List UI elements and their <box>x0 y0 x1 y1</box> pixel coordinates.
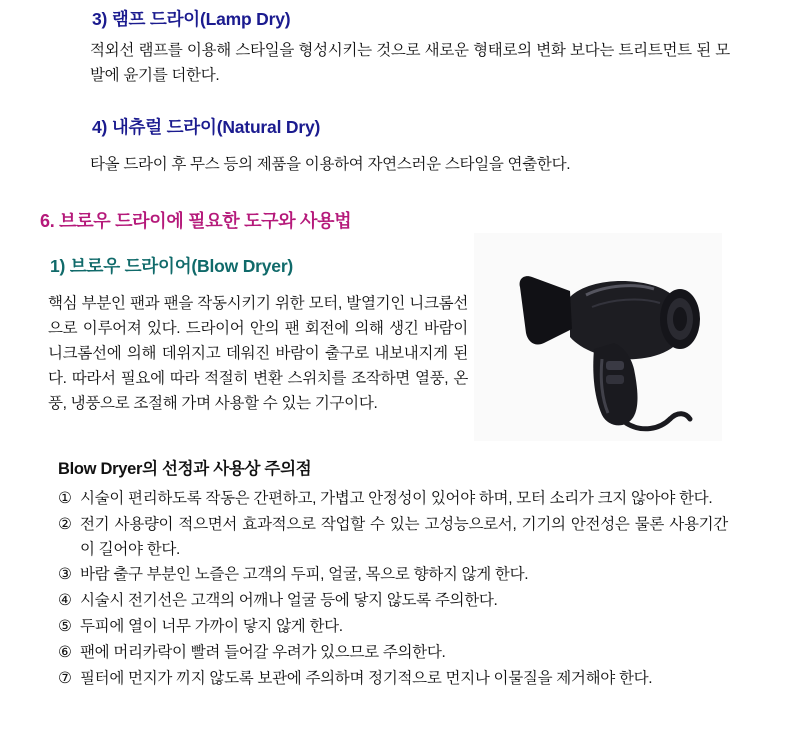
paragraph-blow-dryer <box>48 291 468 417</box>
section-heading-tools-text: 6. 브로우 드라이에 필요한 도구와 사용법 <box>40 211 352 231</box>
list-item <box>58 667 728 692</box>
list-item-text: 전기 사용량이 적으면서 효과적으로 작업할 수 있는 고성능으로서, 기기의 안전성은 물론 사용기간이 길어야 한다. <box>80 515 728 558</box>
list-item-marker: ⑤ <box>58 617 72 635</box>
heading-natural-dry-text: 4) 내츄럴 드라이(Natural Dry) <box>92 117 321 137</box>
list-item-text: 두피에 열이 너무 가까이 닿지 않게 한다. <box>80 617 343 635</box>
list-item-text: 시술시 전기선은 고객의 어깨나 얼굴 등에 닿지 않도록 주의한다. <box>80 592 498 610</box>
list-item-marker: ⑥ <box>58 643 72 661</box>
section-heading-tools <box>40 207 351 233</box>
heading-lamp-dry <box>92 6 290 31</box>
list-item-marker: ① <box>58 490 72 507</box>
heading-natural-dry <box>92 114 320 139</box>
paragraph-blow-dryer-text: 핵심 부분인 팬과 팬을 작동시키기 위한 모터, 발열기인 니크롬선으로 이루어져 있다. 드라이어 안의 팬 회전에 의해 생긴 바람이 니크롬선에 의해 데위지고 데워진 바람이 출구로 내보내지게 된다. 따라서 필요에 따라 적절히 변환 스위치를 조작하면 열풍, 온풍, 냉풍으로 조절해 가며 사용할 수 있는 기구이다. <box>48 295 468 413</box>
blow-dryer-notes-list <box>58 487 728 692</box>
list-item-marker: ④ <box>58 592 72 610</box>
blow-dryer-illustration <box>474 233 722 441</box>
paragraph-natural-dry <box>90 152 730 177</box>
list-item-text: 필터에 먼지가 끼지 않도록 보관에 주의하며 정기적으로 먼지나 이물질을 제거해야 한다. <box>80 669 653 687</box>
list-item <box>58 563 728 588</box>
list-item-text: 팬에 머리카락이 빨려 들어갈 우려가 있으므로 주의한다. <box>80 643 446 661</box>
list-item <box>58 615 728 640</box>
list-item <box>58 513 728 563</box>
blow-dryer-photo <box>474 233 722 441</box>
list-item-text: 시술이 편리하도록 작동은 간편하고, 가볍고 안정성이 있어야 하며, 모터 소리가 크지 않아야 한다. <box>80 490 713 507</box>
paragraph-natural-dry-text: 타올 드라이 후 무스 등의 제품을 이용하여 자연스러운 스타일을 연출한다. <box>90 156 571 173</box>
list-item <box>58 641 728 666</box>
paragraph-lamp-dry-text: 적외선 램프를 이용해 스타일을 형성시키는 것으로 새로운 형태로의 변화 보다는 트리트먼트 된 모발에 윤기를 더한다. <box>90 42 730 85</box>
heading-blow-dryer <box>50 253 293 278</box>
list-item-marker: ② <box>58 515 72 533</box>
heading-blow-dryer-notes <box>58 455 311 479</box>
list-item-text: 바람 출구 부분인 노즐은 고객의 두피, 얼굴, 목으로 향하지 않게 한다. <box>80 566 529 584</box>
heading-lamp-dry-text: 3) 램프 드라이(Lamp Dry) <box>92 9 291 29</box>
list-item-marker: ③ <box>58 566 72 584</box>
heading-blow-dryer-text: 1) 브로우 드라이어(Blow Dryer) <box>50 256 294 276</box>
list-item <box>58 589 728 614</box>
paragraph-lamp-dry <box>90 38 730 88</box>
list-item-marker: ⑦ <box>58 669 72 687</box>
list-item <box>58 487 728 512</box>
heading-blow-dryer-notes-text: Blow Dryer의 선정과 사용상 주의점 <box>58 460 312 478</box>
